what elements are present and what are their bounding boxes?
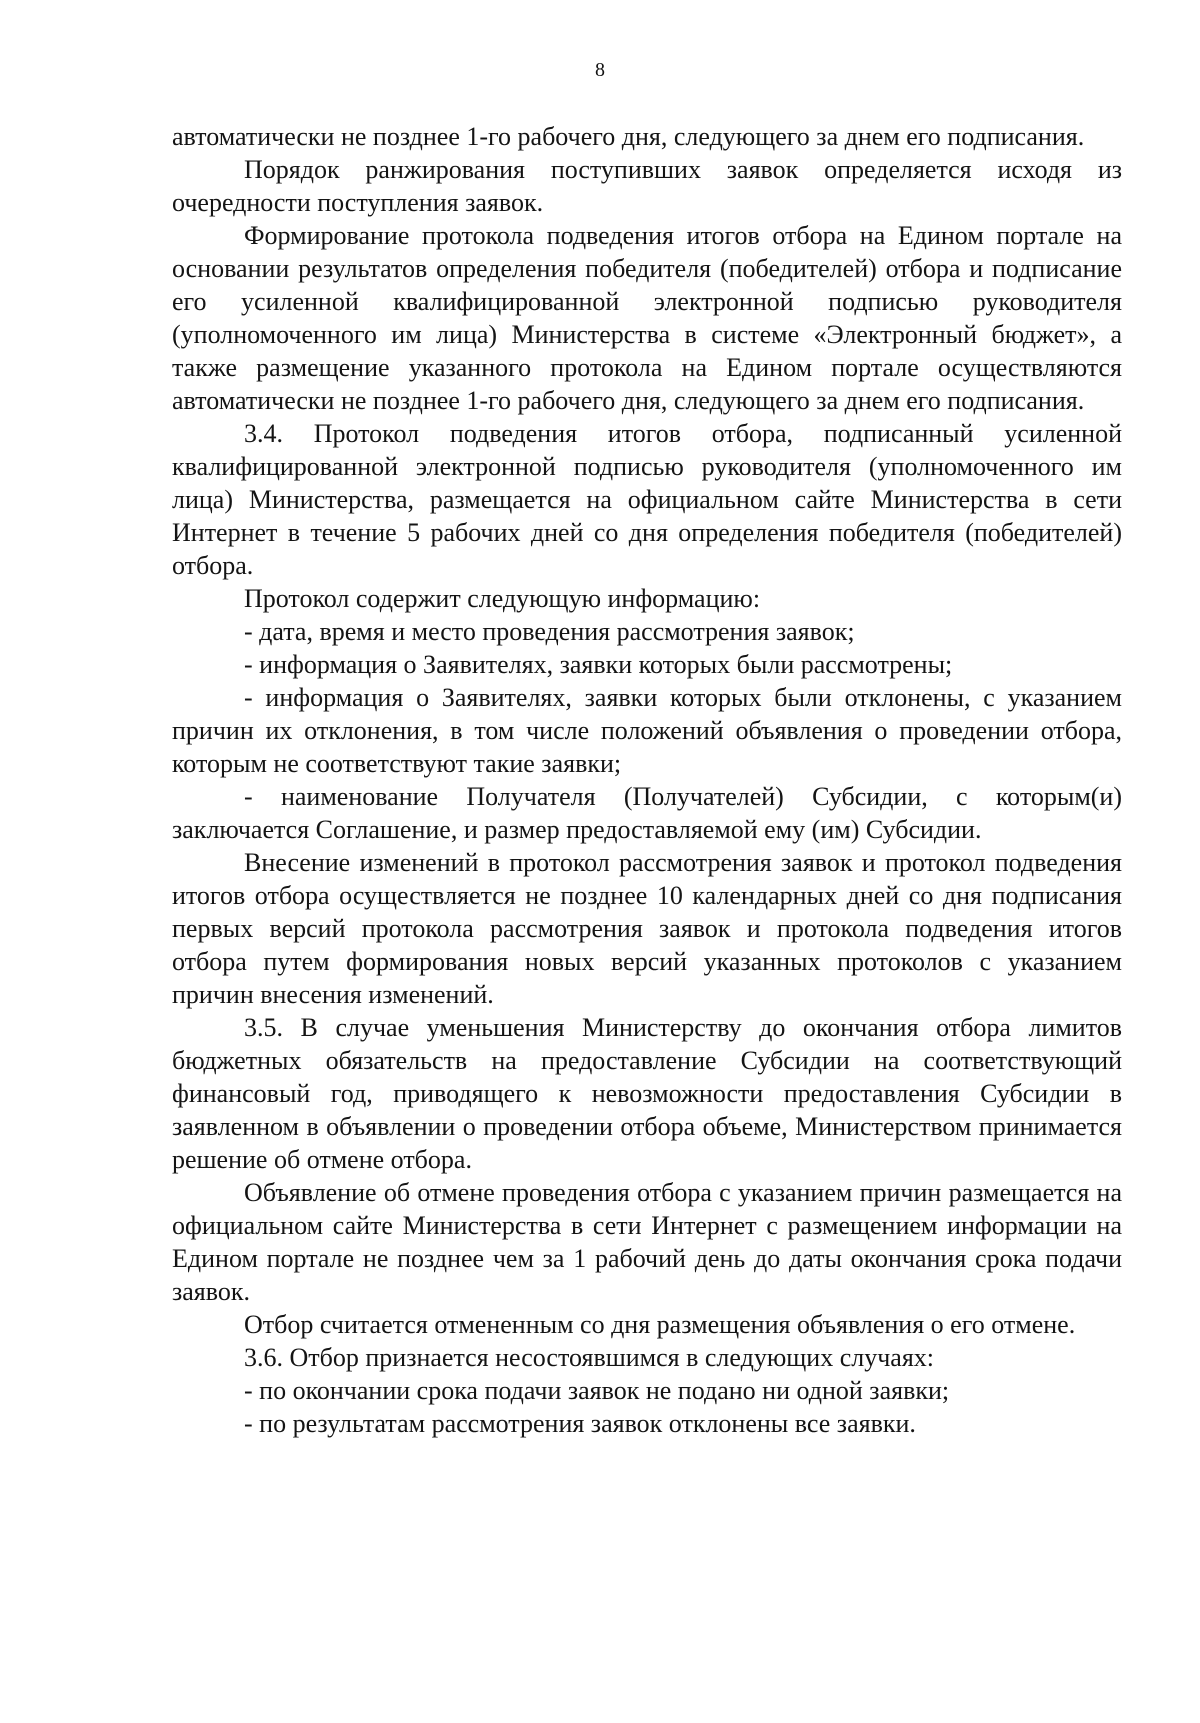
paragraph-section-3-4: 3.4. Протокол подведения итогов отбора, подписанный усиленной квалифицированной электронной подписью руководителя (уполномоченного им лица) Министерства, размещается на официальном сайте Министерства в сети Интернет в течение 5 рабочих дней со дня определения победителя (победителей) отбора. xyxy=(172,419,1122,580)
page-number: 8 xyxy=(595,59,605,81)
list-item: - информация о Заявителях, заявки которых были отклонены, с указанием причин их отклонения, в том числе положений объявления о проведении отбора, которым не соответствуют такие заявки; xyxy=(172,683,1122,778)
paragraph-section-3-6: 3.6. Отбор признается несостоявшимся в следующих случаях: xyxy=(244,1343,935,1372)
document-body xyxy=(172,120,1122,1440)
list-item: - по результатам рассмотрения заявок отклонены все заявки. xyxy=(244,1409,916,1438)
paragraph: Порядок ранжирования поступивших заявок определяется исходя из очередности поступления заявок. xyxy=(172,155,1122,217)
paragraph: Объявление об отмене проведения отбора с указанием причин размещается на официальном сайте Министерства в сети Интернет с размещением информации на Едином портале не позднее чем за 1 рабочий день до даты окончания срока подачи заявок. xyxy=(172,1178,1122,1306)
list-item: - информация о Заявителях, заявки которых были рассмотрены; xyxy=(244,650,953,679)
paragraph: автоматически не позднее 1-го рабочего дня, следующего за днем его подписания. xyxy=(172,122,1085,151)
list-item: - наименование Получателя (Получателей) Субсидии, с которым(и) заключается Соглашение, и размер предоставляемой ему (им) Субсидии. xyxy=(172,782,1122,844)
paragraph: Отбор считается отмененным со дня размещения объявления о его отмене. xyxy=(244,1310,1076,1339)
paragraph: Формирование протокола подведения итогов отбора на Едином портале на основании результатов определения победителя (победителей) отбора и подписание его усиленной квалифицированной электронной подписью руководителя (уполномоченного им лица) Министерства в системе «Электронный бюджет», а также размещение указанного протокола на Едином портале осуществляются автоматически не позднее 1-го рабочего дня, следующего за днем его подписания. xyxy=(172,221,1122,415)
paragraph-section-3-5: 3.5. В случае уменьшения Министерству до окончания отбора лимитов бюджетных обязательств на предоставление Субсидии на соответствующий финансовый год, приводящего к невозможности предоставления Субсидии в заявленном в объявлении о проведении отбора объеме, Министерством принимается решение об отмене отбора. xyxy=(172,1013,1122,1174)
list-item: - по окончании срока подачи заявок не подано ни одной заявки; xyxy=(244,1376,950,1405)
paragraph: Протокол содержит следующую информацию: xyxy=(244,584,761,613)
paragraph: Внесение изменений в протокол рассмотрения заявок и протокол подведения итогов отбора осуществляется не позднее 10 календарных дней со дня подписания первых версий протокола рассмотрения заявок и протокола подведения итогов отбора путем формирования новых версий указанных протоколов с указанием причин внесения изменений. xyxy=(172,848,1122,1009)
list-item: - дата, время и место проведения рассмотрения заявок; xyxy=(244,617,855,646)
